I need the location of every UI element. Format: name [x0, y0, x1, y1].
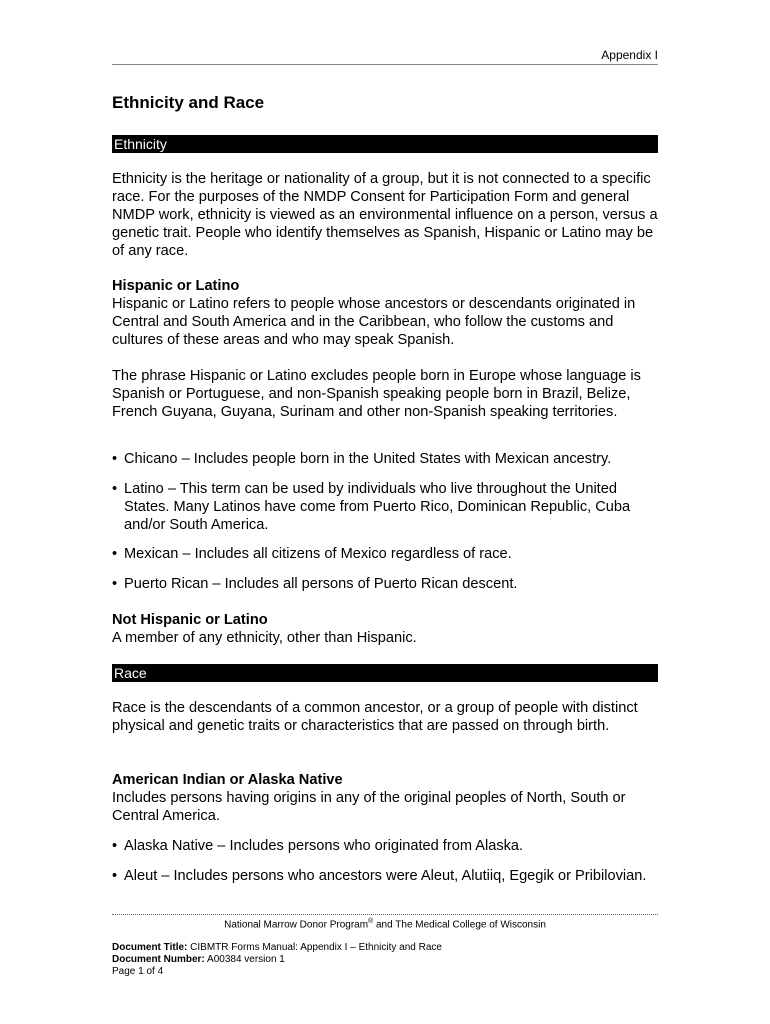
doc-number-label: Document Number:: [112, 954, 205, 965]
ethnicity-intro: [112, 170, 658, 260]
bullet-text: Puerto Rican – Includes all persons of Puerto Rican descent.: [124, 576, 518, 592]
appendix-label: Appendix I: [601, 48, 658, 62]
race-bullets: [112, 837, 658, 855]
list-item: • Chicano – Includes people born in the United States with Mexican ancestry.: [112, 451, 612, 467]
ethnicity-bullets: [112, 545, 658, 563]
list-item: • Mexican – Includes all citizens of Mexico regardless of race.: [112, 546, 512, 562]
footer-doc-number: [112, 954, 442, 966]
ethnicity-bullets: [112, 450, 658, 468]
aian-heading: American Indian or Alaska Native: [112, 772, 343, 788]
list-item: • Alaska Native – Includes persons who originated from Alaska.: [112, 838, 524, 854]
hispanic-exclusion: [112, 367, 658, 421]
list-item: • Latino – This term can be used by individuals who live throughout the United States. Many Latinos have come from Puerto Rico, Dominican Republic, Cuba and/or South America.: [112, 481, 631, 533]
hispanic-heading: Hispanic or Latino: [112, 278, 240, 294]
footer-metadata: [112, 942, 442, 978]
list-item: • Aleut – Includes persons who ancestors were Aleut, Alutiiq, Egegik or Pribilovian.: [112, 868, 647, 884]
list-item: • Puerto Rican – Includes all persons of Puerto Rican descent.: [112, 576, 518, 592]
section-heading-ethnicity: Ethnicity: [112, 135, 658, 153]
hispanic-exclusion-text: The phrase Hispanic or Latino excludes people born in Europe whose language is Spanish or Portuguese, and non-Spanish speaking people born in Brazil, Belize, French Guyana, Guyana, Surinam and other non-Spanish speaking territories.: [112, 368, 641, 420]
not-hispanic-text: A member of any ethnicity, other than Hispanic.: [112, 630, 417, 646]
bullet-text: Aleut – Includes persons who ancestors were Aleut, Alutiiq, Egegik or Pribilovian.: [124, 868, 647, 884]
bullet-text: Alaska Native – Includes persons who originated from Alaska.: [124, 838, 524, 854]
not-hispanic-heading: Not Hispanic or Latino: [112, 612, 268, 628]
bullet-text: Chicano – Includes people born in the United States with Mexican ancestry.: [124, 451, 612, 467]
doc-number-value: A00384 version 1: [204, 954, 285, 965]
page-title: Ethnicity and Race: [112, 93, 265, 112]
footer-doc-title: [112, 942, 442, 954]
ethnicity-bullets: [112, 480, 658, 534]
section-heading-race: Race: [112, 664, 658, 682]
race-bullets: [112, 867, 658, 885]
doc-title-value: CIBMTR Forms Manual: Appendix I – Ethnicity and Race: [187, 942, 442, 953]
hispanic-text: Hispanic or Latino refers to people whose ancestors or descendants originated in Central and South America and in the Caribbean, who follow the customs and cultures of these areas and who may speak Spanish.: [112, 296, 636, 348]
page-header: [112, 48, 658, 65]
footer-divider: [112, 914, 658, 915]
race-intro: [112, 699, 658, 735]
bullet-text: Mexican – Includes all citizens of Mexico regardless of race.: [124, 546, 512, 562]
hispanic-definition: [112, 277, 658, 349]
race-intro-text: Race is the descendants of a common ancestor, or a group of people with distinct physical and genetic traits or characteristics that are passed on through birth.: [112, 700, 638, 734]
not-hispanic-definition: [112, 611, 658, 647]
registered-mark: ®: [368, 918, 374, 925]
ethnicity-intro-text: Ethnicity is the heritage or nationality of a group, but it is not connected to a specific race. For the purposes of the NMDP Consent for Participation Form and general NMDP work, ethnicity is viewed as an environmental influence on a person, versus a genetic trait. People who identify themselves as Spanish, Hispanic or Latino may be of any race.: [112, 171, 658, 259]
aian-definition: [112, 771, 658, 825]
footer-org: [112, 918, 658, 930]
ethnicity-bullets: [112, 575, 658, 593]
footer-org-partner: and The Medical College of Wisconsin: [373, 919, 546, 931]
footer-page-number: Page 1 of 4: [112, 966, 164, 977]
bullet-text: Latino – This term can be used by individuals who live throughout the United States. Many Latinos have come from Puerto Rico, Dominican Republic, Cuba and/or South America.: [124, 481, 631, 533]
footer-org-name: National Marrow Donor Program: [224, 919, 369, 931]
aian-text: Includes persons having origins in any of the original peoples of North, South or Central America.: [112, 790, 626, 824]
doc-title-label: Document Title:: [112, 942, 188, 953]
